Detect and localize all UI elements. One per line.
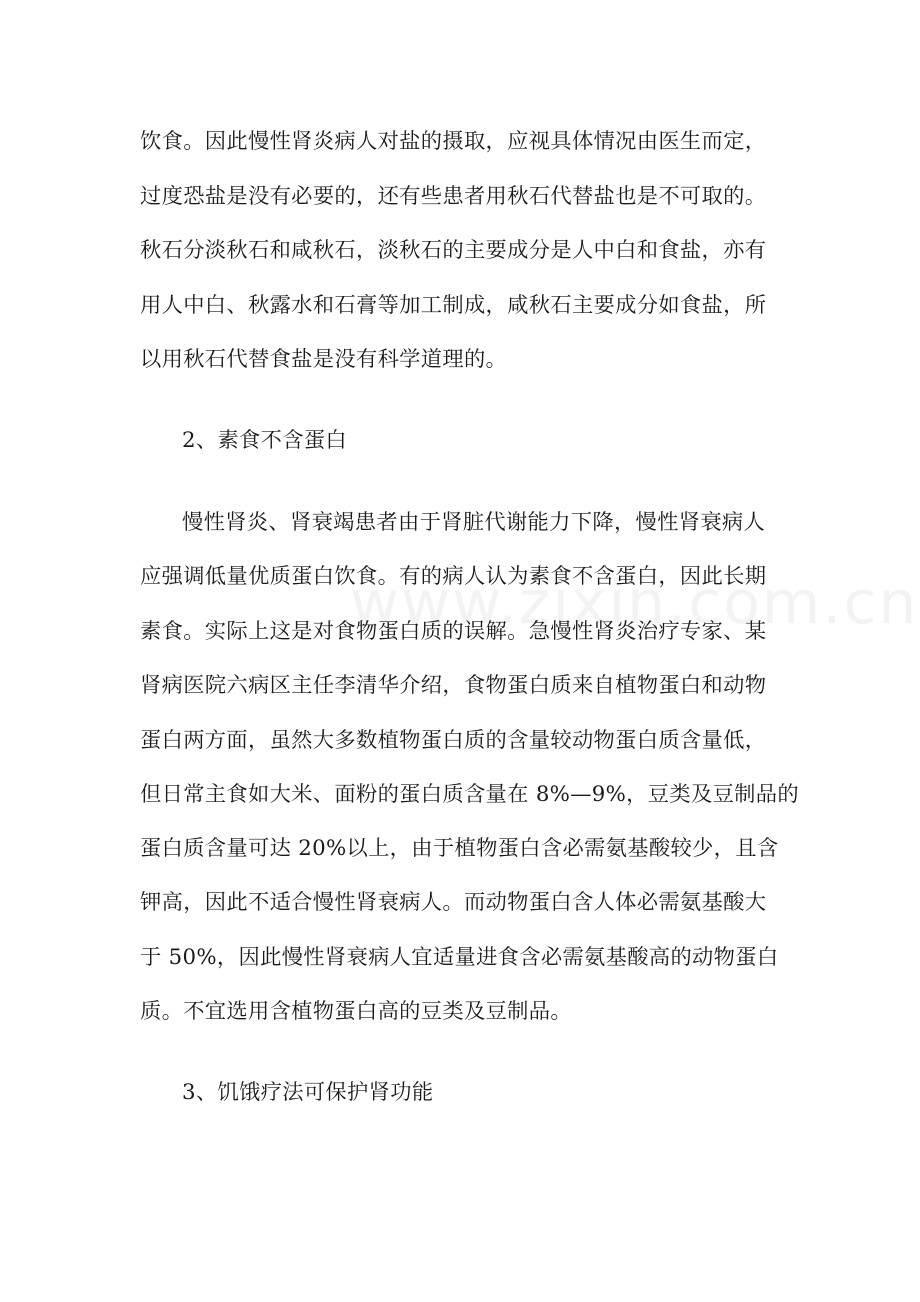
paragraph-line: 秋石分淡秋石和咸秋石，淡秋石的主要成分是人中白和食盐，亦有 [140,238,767,263]
paragraph-line: 以用秋石代替食盐是没有科学道理的。 [140,347,508,372]
paragraph-line: 慢性肾炎、肾衰竭患者由于肾脏代谢能力下降，慢性肾衰病人 [182,510,766,535]
paragraph-line: 质。不宜选用含植物蛋白高的豆类及豆制品。 [140,999,572,1024]
paragraph-line: 素食。实际上这是对食物蛋白质的误解。急慢性肾炎治疗专家、某 [140,619,767,644]
paragraph-line: 用人中白、秋露水和石膏等加工制成，咸秋石主要成分如食盐，所 [140,293,767,318]
paragraph-line: 饮食。因此慢性肾炎病人对盐的摄取，应视具体情况由医生而定， [140,129,767,154]
paragraph-line: 于 50%，因此慢性肾衰病人宜适量进食含必需氨基酸高的动物蛋白 [140,945,779,970]
paragraph-line: 应强调低量优质蛋白饮食。有的病人认为素食不含蛋白，因此长期 [140,564,767,589]
paragraph-line: 蛋白两方面，虽然大多数植物蛋白质的含量较动物蛋白质含量低， [140,728,767,753]
paragraph-line: 蛋白质含量可达 20%以上，由于植物蛋白含必需氨基酸较少，且含 [140,836,779,861]
paragraph-line: 过度恐盐是没有必要的，还有些患者用秋石代替盐也是不可取的。 [140,184,767,209]
paragraph-line: 肾病医院六病区主任李清华介绍，食物蛋白质来自植物蛋白和动物 [140,673,767,698]
paragraph-line: 钾高，因此不适合慢性肾衰病人。而动物蛋白含人体必需氨基酸大 [140,890,767,915]
paragraph-line: 但日常主食如大米、面粉的蛋白质含量在 8%—9%，豆类及豆制品的 [140,782,799,807]
section-heading: 3、饥饿疗法可保护肾功能 [182,1080,434,1105]
section-heading: 2、素食不含蛋白 [182,428,348,453]
